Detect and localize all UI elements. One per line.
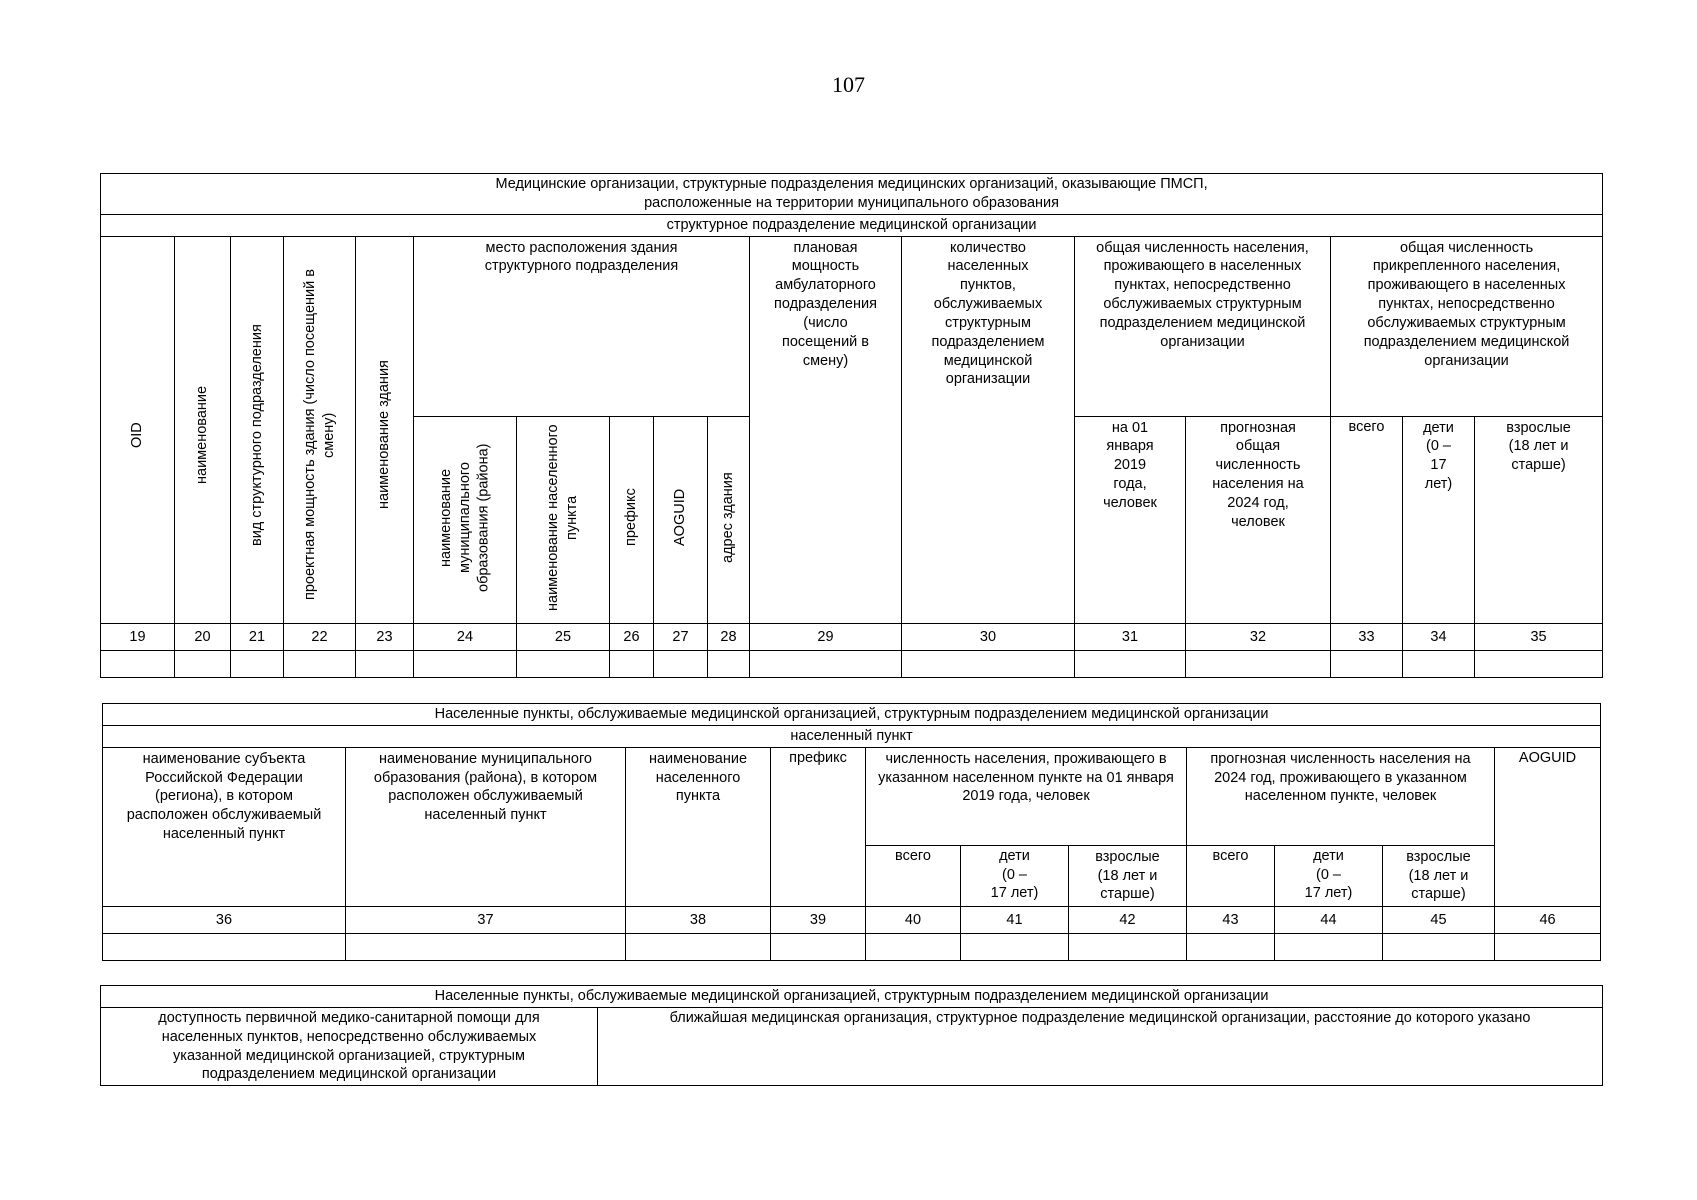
header-aoguid-2: AOGUID [1495, 747, 1601, 907]
table-cell[interactable] [284, 651, 356, 678]
table-cell[interactable] [1187, 934, 1275, 961]
col-number: 30 [902, 624, 1075, 651]
header-planned-capacity: плановая мощность амбулаторного подразделения (число посещений в смену) [750, 236, 902, 624]
header-pop-2019-group: численность населения, проживающего в указанном населенном пункте на 01 января 2019 года, человек [866, 747, 1187, 845]
col-number: 19 [101, 624, 175, 651]
table-cell[interactable] [610, 651, 654, 678]
header-address [708, 416, 750, 624]
table2-subtitle: населенный пункт [103, 725, 1601, 747]
header-settlement-2: наименование населенного пункта [626, 747, 771, 907]
table-cell[interactable] [414, 651, 517, 678]
table-cell[interactable] [231, 651, 284, 678]
col-number: 24 [414, 624, 517, 651]
table-cell[interactable] [103, 934, 346, 961]
header-settlements-count: количество населенных пунктов, обслуживаемых структурным подразделением медицинской организации [902, 236, 1075, 624]
header-pop-2019: на 01 января 2019 года, человек [1075, 416, 1186, 624]
table1-title [101, 174, 1603, 215]
header-children: дети (0 – 17 лет) [1403, 416, 1475, 624]
header-children-2019 [961, 845, 1069, 907]
header-name [175, 236, 231, 624]
header-attached-group: общая численность прикрепленного населения, проживающего в населенных пунктах, непосредственно обслуживаемых структурным подразделением медицинской организации [1331, 236, 1603, 416]
col-number: 43 [1187, 907, 1275, 934]
header-adults: взрослые (18 лет и старше) [1475, 416, 1603, 624]
header-design-capacity [284, 236, 356, 624]
table1-subtitle: структурное подразделение медицинской организации [101, 214, 1603, 236]
table-cell[interactable] [1075, 651, 1186, 678]
table2-title: Населенные пункты, обслуживаемые медицинской организацией, структурным подразделением медицинской организации [103, 704, 1601, 726]
header-total: всего [1331, 416, 1403, 624]
header-unit-type [231, 236, 284, 624]
table-cell[interactable] [1495, 934, 1601, 961]
header-design-capacity-label: проектная мощность здания (число посещений в смену) [301, 269, 337, 601]
header-location-group: место расположения здания структурного подразделения [414, 236, 750, 416]
table-cell[interactable] [750, 651, 902, 678]
table1-title-line1: Медицинские организации, структурные подразделения медицинских организаций, оказывающие ПМСП, [495, 176, 1208, 192]
header-municipality-2: наименование муниципального образования (района), в котором расположен обслуживаемый населенный пункт [346, 747, 626, 907]
col-number: 22 [284, 624, 356, 651]
table-cell[interactable] [1069, 934, 1187, 961]
header-name-label: наименование [194, 385, 211, 484]
header-total-2019: всего [866, 845, 961, 907]
header-adults-2019: взрослые (18 лет и старше) [1069, 845, 1187, 907]
page-number: 107 [832, 72, 865, 97]
col-number: 38 [626, 907, 771, 934]
col-number: 33 [1331, 624, 1403, 651]
children-line3: 17 лет) [990, 885, 1039, 902]
header-municipality [414, 416, 517, 624]
header-unit-type-label: вид структурного подразделения [248, 323, 265, 546]
col-number: 26 [610, 624, 654, 651]
col-number: 31 [1075, 624, 1186, 651]
col-number: 23 [356, 624, 414, 651]
medical-organizations-table [100, 173, 1603, 678]
table-cell[interactable] [175, 651, 231, 678]
col-number: 44 [1275, 907, 1383, 934]
col-number: 36 [103, 907, 346, 934]
children-line2: (0 – [1316, 866, 1341, 883]
table-cell[interactable] [1403, 651, 1475, 678]
header-building-name [356, 236, 414, 624]
table-cell[interactable] [346, 934, 626, 961]
header-prefix-label: префикс [623, 488, 640, 546]
col-number: 46 [1495, 907, 1601, 934]
header-oid [101, 236, 175, 624]
table1-data-row [101, 651, 1603, 678]
col-number: 20 [175, 624, 231, 651]
header-population-group: общая численность населения, проживающего в населенных пунктах, непосредственно обслуживаемых структурным подразделением медицинской организации [1075, 236, 1331, 416]
table-cell[interactable] [517, 651, 610, 678]
col-number: 40 [866, 907, 961, 934]
table-cell[interactable] [626, 934, 771, 961]
table-cell[interactable] [1475, 651, 1603, 678]
header-children-2024 [1275, 845, 1383, 907]
table2-number-row [103, 907, 1601, 934]
table-cell[interactable] [902, 651, 1075, 678]
header-oid-label: OID [129, 421, 146, 448]
table-cell[interactable] [866, 934, 961, 961]
col-number: 39 [771, 907, 866, 934]
header-address-label: адрес здания [720, 471, 737, 563]
header-prefix [610, 416, 654, 624]
table1-title-line2: расположенные на территории муниципального образования [644, 194, 1060, 211]
table-cell[interactable] [1275, 934, 1383, 961]
header-accessibility: доступность первичной медико-санитарной помощи для населенных пунктов, непосредственно обслуживаемых указанной медицинской организацией, структурным подразделением медицинской организации [101, 1007, 598, 1085]
settlements-table [102, 703, 1601, 961]
header-settlement [517, 416, 610, 624]
table-cell[interactable] [1383, 934, 1495, 961]
table-cell[interactable] [1186, 651, 1331, 678]
header-total-2024: всего [1187, 845, 1275, 907]
col-number: 37 [346, 907, 626, 934]
table-cell[interactable] [961, 934, 1069, 961]
table-cell[interactable] [708, 651, 750, 678]
children-line1: дети [999, 847, 1030, 864]
header-settlement-label: наименование населенного пункта [545, 423, 580, 611]
table-cell[interactable] [654, 651, 708, 678]
table-cell[interactable] [101, 651, 175, 678]
col-number: 25 [517, 624, 610, 651]
header-building-name-label: наименование здания [376, 360, 393, 509]
header-pop-2024-group: прогнозная численность населения на 2024 год, проживающего в указанном населенном пункте, человек [1187, 747, 1495, 845]
header-subject: наименование субъекта Российской Федерации (региона), в котором расположен обслуживаемый населенный пункт [103, 747, 346, 907]
table-cell[interactable] [356, 651, 414, 678]
table-cell[interactable] [771, 934, 866, 961]
col-number: 27 [654, 624, 708, 651]
col-number: 32 [1186, 624, 1331, 651]
header-aoguid [654, 416, 708, 624]
col-number: 45 [1383, 907, 1495, 934]
header-adults-2024: взрослые (18 лет и старше) [1383, 845, 1495, 907]
header-aoguid-label: AOGUID [672, 488, 689, 546]
children-line1: дети [1313, 847, 1344, 864]
table1-number-row [101, 624, 1603, 651]
header-municipality-label: наименование муниципального образования (района) [437, 442, 492, 592]
table2-data-row [103, 934, 1601, 961]
col-number: 42 [1069, 907, 1187, 934]
col-number: 35 [1475, 624, 1603, 651]
children-line2: (0 – [1002, 866, 1027, 883]
header-nearest: ближайшая медицинская организация, структурное подразделение медицинской организации, расстояние до которого указано [598, 1007, 1603, 1085]
children-line3: 17 лет) [1304, 885, 1353, 902]
table-cell[interactable] [1331, 651, 1403, 678]
table3-title: Населенные пункты, обслуживаемые медицинской организацией, структурным подразделением медицинской организации [101, 986, 1603, 1008]
col-number: 28 [708, 624, 750, 651]
col-number: 41 [961, 907, 1069, 934]
accessibility-table [100, 985, 1603, 1086]
col-number: 34 [1403, 624, 1475, 651]
col-number: 29 [750, 624, 902, 651]
header-pop-2024: прогнозная общая численность населения на 2024 год, человек [1186, 416, 1331, 624]
header-prefix-2: префикс [771, 747, 866, 907]
col-number: 21 [231, 624, 284, 651]
